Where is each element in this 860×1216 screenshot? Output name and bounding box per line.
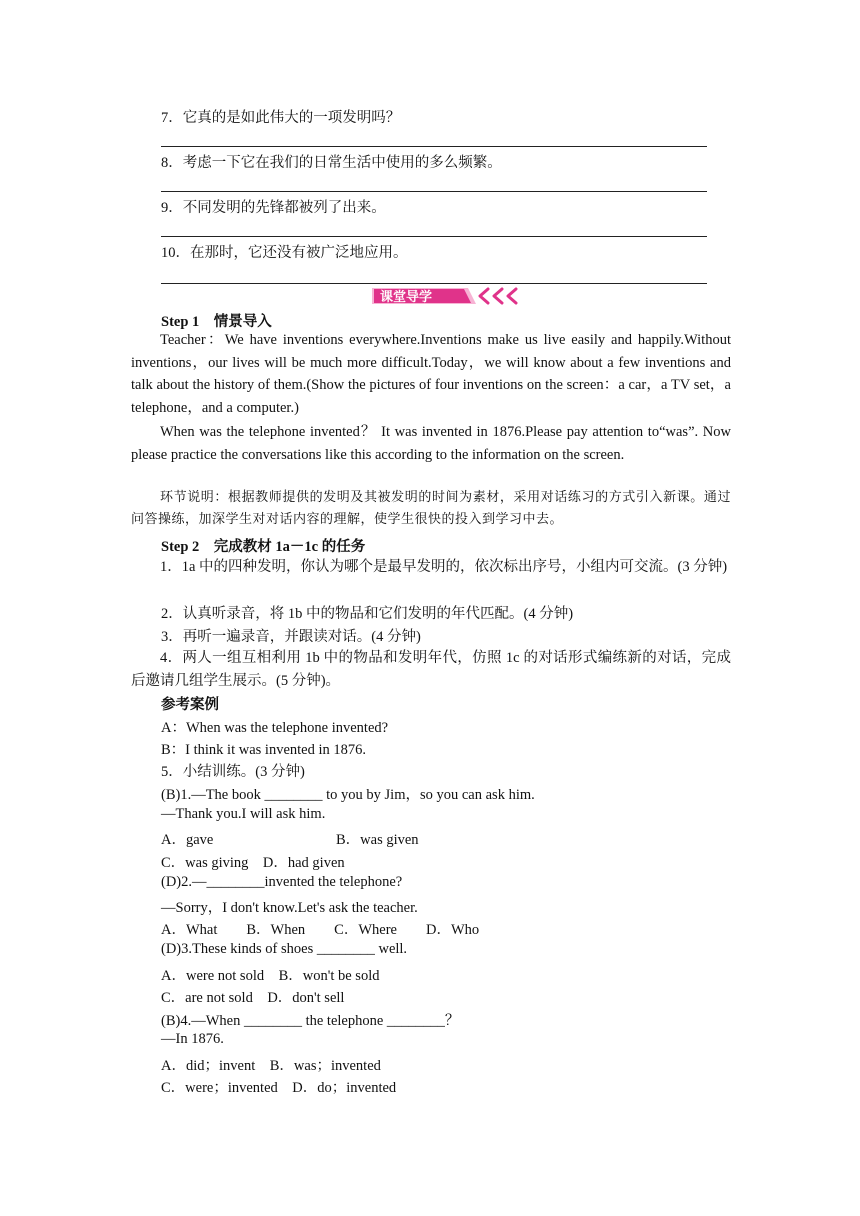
step1-title: Step 1 情景导入 [161,314,272,330]
question-2: (D)2.—________invented the telephone? [161,874,403,890]
question-3-options-cd: C．are not sold D．don't sell [161,990,345,1006]
step1-paragraph-1: Teacher：We have inventions everywhere.Inventions make us live easily and happily.Without inventions，our lives will be much more difficult.Today，we will know about a few inventions and talk about the history of them.(Show the pictures of four inventions on the screen：a car，a TV set，a telephone，and a computer.) [131,332,731,416]
question-1-reply: —Thank you.I will ask him. [161,806,326,822]
step2-item-4: 4．两人一组互相利用 1b 中的物品和发明年代，仿照 1c 的对话形式编练新的对话，完成后邀请几组学生展示。(5 分钟)。 [131,650,731,689]
question-1-option-b: B．was given [336,832,419,848]
sentence-10: 10．在那时，它还没有被广泛地应用。 [161,245,408,261]
dialog-line-b: B：I think it was invented in 1876. [161,742,366,758]
question-1-option-a: A．gave [161,832,214,848]
step1-note: 环节说明：根据教师提供的发明及其被发明的时间为素材，采用对话练习的方式引入新课。通过问答操练，加深学生对对话内容的理解，使学生很快的投入到学习中去。 [131,490,731,527]
question-3-options-ab: A．were not sold B．won't be sold [161,968,380,984]
step2-item-3: 3．再听一遍录音，并跟读对话。(4 分钟) [161,629,421,645]
question-4: (B)4.—When ________ the telephone ________？ [161,1013,460,1029]
section-banner [372,286,532,306]
summary-item: 5．小结训练。(3 分钟) [161,764,305,780]
answer-line [161,191,707,192]
sentence-9: 9．不同发明的先锋都被列了出来。 [161,200,386,216]
chevron-left-icon [480,289,516,303]
answer-line [161,236,707,237]
question-2-reply: —Sorry，I don't know.Let's ask the teacher. [161,900,418,916]
sentence-8: 8．考虑一下它在我们的日常生活中使用的多么频繁。 [161,155,502,171]
step2-title: Step 2 完成教材 1a－1c 的任务 [161,539,366,555]
reference-title: 参考案例 [161,697,219,713]
question-4-reply: —In 1876. [161,1031,224,1047]
banner-title: 课堂导学 [380,290,433,305]
step2-item-1: 1．1a 中的四种发明，你认为哪个是最早发明的，依次标出序号，小组内可交流。(3 分钟) [160,559,728,575]
question-4-options-ab: A．did；invent B．was；invented [161,1058,381,1074]
question-4-options-cd: C．were；invented D．do；invented [161,1080,397,1096]
banner-graphic [372,286,532,306]
question-2-options: A．What B．When C．Where D．Who [161,922,480,938]
step1-paragraph-2: When was the telephone invented？ It was invented in 1876.Please pay attention to“was”. Now please practice the conversations like this according to the information on the screen. [131,424,731,463]
answer-line [161,146,707,147]
answer-line [161,283,707,284]
question-1-options-cd: C．was giving D．had given [161,855,345,871]
question-1: (B)1.—The book ________ to you by Jim，so you can ask him. [161,787,535,803]
question-3: (D)3.These kinds of shoes ________ well. [161,941,408,957]
dialog-line-a: A：When was the telephone invented? [161,720,389,736]
sentence-7: 7．它真的是如此伟大的一项发明吗？ [161,110,401,126]
step2-item-2: 2．认真听录音，将 1b 中的物品和它们发明的年代匹配。(4 分钟) [161,606,574,622]
